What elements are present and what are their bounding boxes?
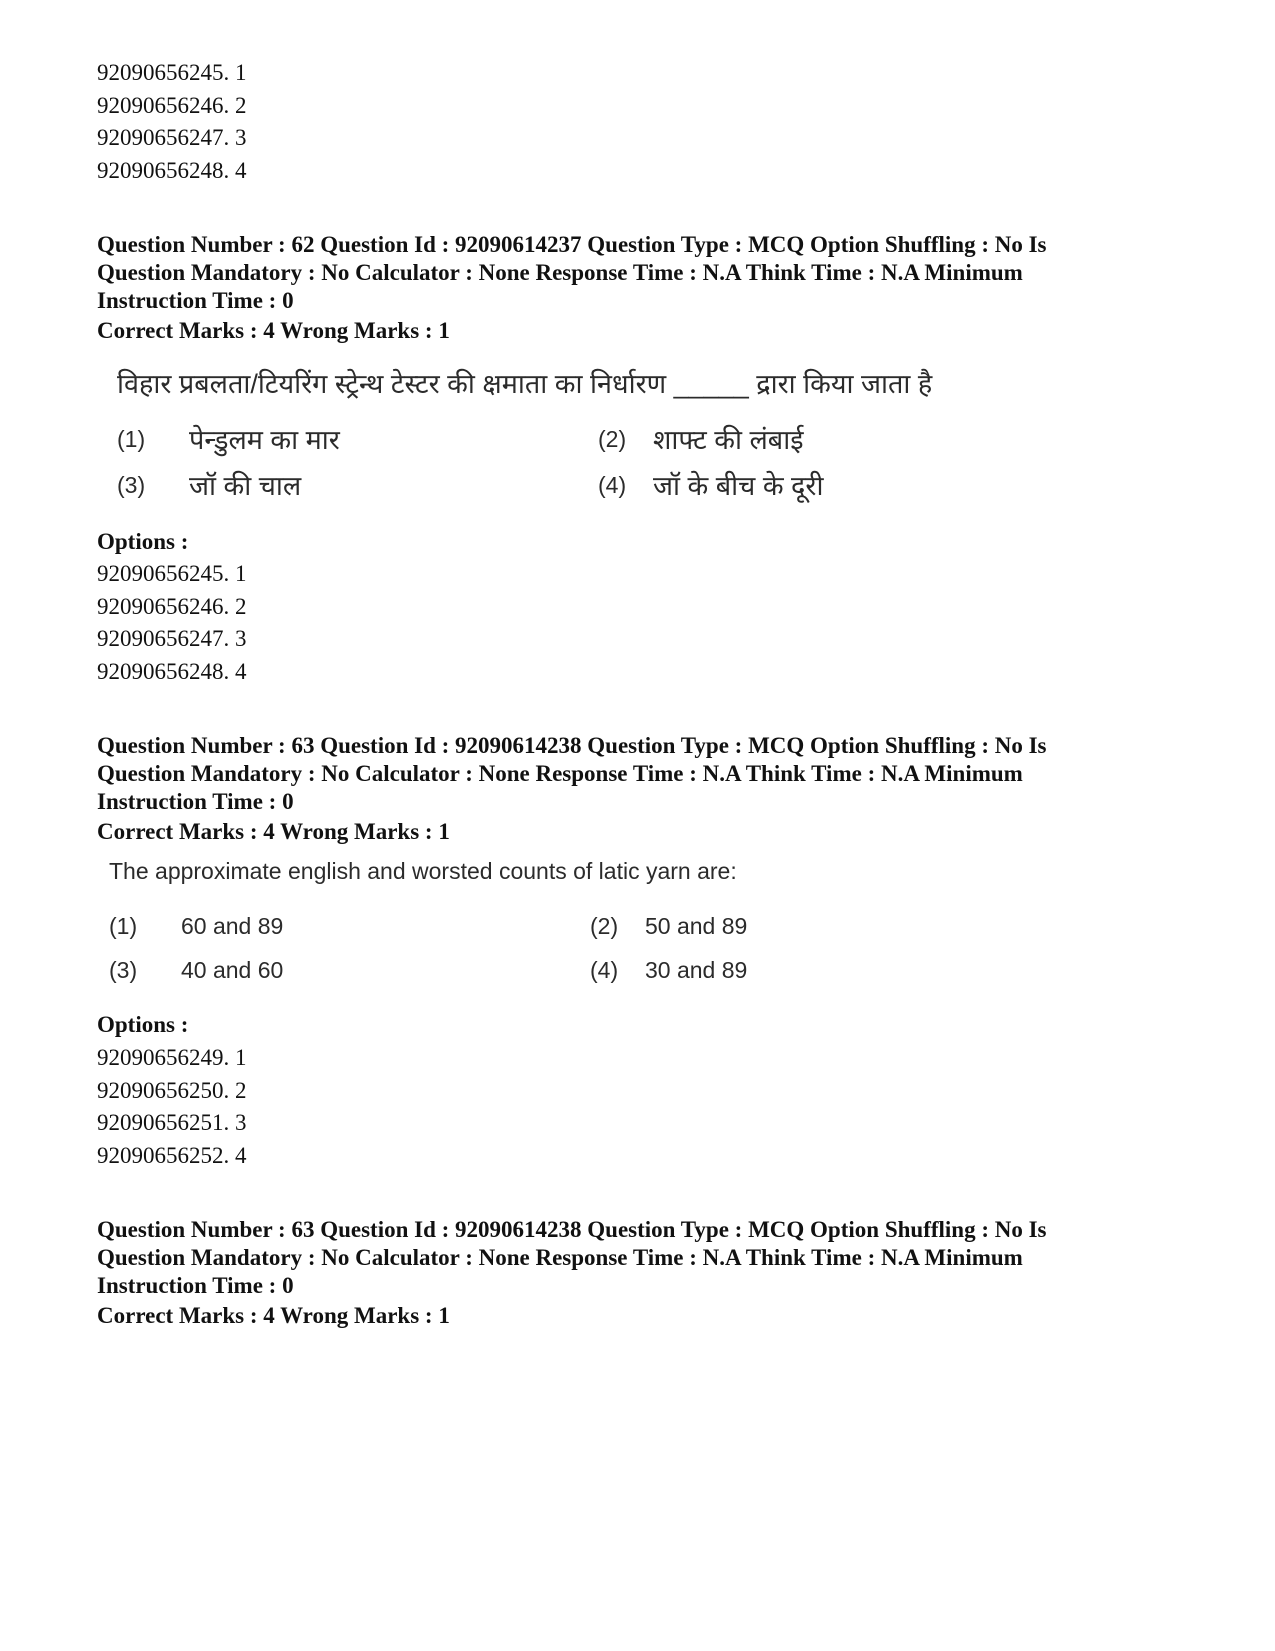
choice-number: (3) xyxy=(109,957,138,983)
option-line: 92090656248. 4 xyxy=(97,659,247,684)
question-header xyxy=(97,1216,1207,1300)
marks-line: Correct Marks : 4 Wrong Marks : 1 xyxy=(97,1303,450,1328)
marks-line: Correct Marks : 4 Wrong Marks : 1 xyxy=(97,819,450,844)
options-label: Options : xyxy=(97,1012,189,1037)
choice-text: शाफ्ट की लंबाई xyxy=(653,425,804,455)
option-line: 92090656250. 2 xyxy=(97,1078,247,1103)
choice-number: (1) xyxy=(109,913,138,939)
choice-number: (3) xyxy=(117,472,146,498)
choice-text: पेन्डुलम का मार xyxy=(189,425,340,455)
marks-line: Correct Marks : 4 Wrong Marks : 1 xyxy=(97,318,450,343)
choice-number: (1) xyxy=(117,426,146,452)
question-header-line: Question Mandatory : No Calculator : None Response Time : N.A Think Time : N.A Minimum xyxy=(97,260,1023,285)
question-header-line: Question Number : 63 Question Id : 92090614238 Question Type : MCQ Option Shuffling : No Is xyxy=(97,1217,1047,1242)
question-header-line: Instruction Time : 0 xyxy=(97,789,294,814)
option-line: 92090656245. 1 xyxy=(97,60,247,85)
choice-number: (4) xyxy=(590,957,619,983)
option-line: 92090656245. 1 xyxy=(97,561,247,586)
question-text: विहार प्रबलता/टियरिंग स्ट्रेन्थ टेस्टर की क्षमाता का निर्धारण _____ द्रारा किया जाता है xyxy=(117,369,933,399)
choice-number: (2) xyxy=(590,913,619,939)
option-line: 92090656249. 1 xyxy=(97,1045,247,1070)
question-header-line: Question Mandatory : No Calculator : None Response Time : N.A Think Time : N.A Minimum xyxy=(97,1245,1023,1270)
choice-text: 40 and 60 xyxy=(181,957,284,983)
question-header-line: Instruction Time : 0 xyxy=(97,288,294,313)
question-header-line: Question Mandatory : No Calculator : None Response Time : N.A Think Time : N.A Minimum xyxy=(97,761,1023,786)
choice-text: जॉ की चाल xyxy=(189,471,302,501)
option-line: 92090656246. 2 xyxy=(97,93,247,118)
question-header-line: Question Number : 63 Question Id : 92090614238 Question Type : MCQ Option Shuffling : No Is xyxy=(97,733,1047,758)
question-text: The approximate english and worsted counts of latic yarn are: xyxy=(109,858,737,884)
choice-text: जॉ के बीच के दूरी xyxy=(653,471,824,501)
choice-text: 60 and 89 xyxy=(181,913,284,939)
question-header-line: Instruction Time : 0 xyxy=(97,1273,294,1298)
option-line: 92090656251. 3 xyxy=(97,1110,247,1135)
option-line: 92090656247. 3 xyxy=(97,626,247,651)
option-line: 92090656248. 4 xyxy=(97,158,247,183)
question-header-line: Question Number : 62 Question Id : 92090614237 Question Type : MCQ Option Shuffling : No Is xyxy=(97,232,1047,257)
question-header xyxy=(97,732,1207,816)
choice-number: (4) xyxy=(598,472,627,498)
option-line: 92090656246. 2 xyxy=(97,594,247,619)
option-line: 92090656247. 3 xyxy=(97,125,247,150)
question-header xyxy=(97,231,1207,315)
choice-number: (2) xyxy=(598,426,627,452)
choice-text: 50 and 89 xyxy=(645,913,748,939)
choice-text: 30 and 89 xyxy=(645,957,748,983)
options-label: Options : xyxy=(97,529,189,554)
option-line: 92090656252. 4 xyxy=(97,1143,247,1168)
